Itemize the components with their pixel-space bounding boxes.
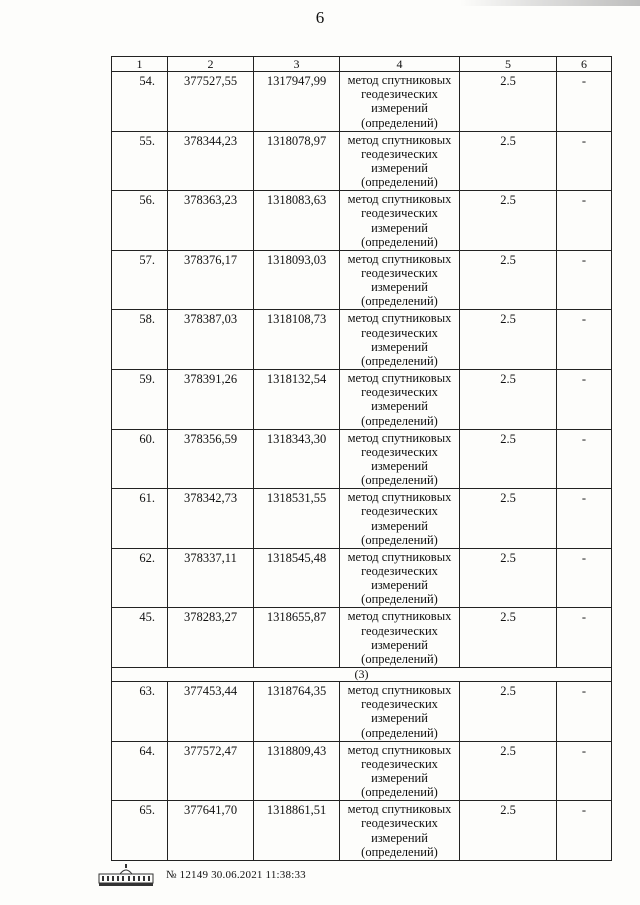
- method-line: геодезических: [361, 563, 438, 578]
- method-line: измерений: [371, 458, 428, 473]
- method-cell: [340, 191, 460, 251]
- method-line: метод спутниковых: [347, 802, 452, 817]
- method-line: геодезических: [361, 325, 438, 340]
- accuracy-cell: 2.5: [460, 310, 557, 370]
- column-header: 3: [254, 57, 340, 72]
- note-cell: -: [557, 608, 612, 668]
- y-coordinate-cell: 1318078,97: [254, 131, 340, 191]
- point-number-cell: 57.: [112, 250, 168, 310]
- y-coordinate-cell: 1318531,55: [254, 489, 340, 549]
- x-coordinate-cell: 378391,26: [168, 369, 254, 429]
- accuracy-cell: 2.5: [460, 489, 557, 549]
- table-row: [112, 131, 612, 191]
- accuracy-cell: 2.5: [460, 72, 557, 132]
- x-coordinate-cell: 378344,23: [168, 131, 254, 191]
- method-cell: [340, 310, 460, 370]
- x-coordinate-cell: 378363,23: [168, 191, 254, 251]
- note-cell: -: [557, 548, 612, 608]
- x-coordinate-cell: 377527,55: [168, 72, 254, 132]
- point-number-cell: 55.: [112, 131, 168, 191]
- method-line: измерений: [371, 280, 428, 295]
- method-cell: [340, 801, 460, 861]
- method-cell: [340, 250, 460, 310]
- point-number-cell: 59.: [112, 369, 168, 429]
- note-cell: -: [557, 131, 612, 191]
- method-line: метод спутниковых: [347, 192, 452, 207]
- section-row: [112, 667, 612, 681]
- accuracy-cell: 2.5: [460, 681, 557, 741]
- method-line: (определений): [361, 592, 438, 607]
- accuracy-cell: 2.5: [460, 429, 557, 489]
- note-cell: -: [557, 250, 612, 310]
- registry-emblem-icon: [98, 863, 154, 887]
- method-line: геодезических: [361, 206, 438, 221]
- method-cell: [340, 489, 460, 549]
- x-coordinate-cell: 378342,73: [168, 489, 254, 549]
- method-line: (определений): [361, 413, 438, 428]
- note-cell: -: [557, 191, 612, 251]
- method-line: метод спутниковых: [347, 682, 452, 697]
- accuracy-cell: 2.5: [460, 131, 557, 191]
- method-line: (определений): [361, 785, 438, 800]
- method-line: измерений: [371, 637, 428, 652]
- method-cell: [340, 548, 460, 608]
- note-cell: -: [557, 72, 612, 132]
- column-header: 4: [340, 57, 460, 72]
- method-line: геодезических: [361, 816, 438, 831]
- table-row: [112, 72, 612, 132]
- method-cell: [340, 608, 460, 668]
- section-label-cell: (3): [112, 667, 612, 681]
- page-number: 6: [315, 8, 325, 27]
- table-row: [112, 548, 612, 608]
- accuracy-cell: 2.5: [460, 608, 557, 668]
- table-row: [112, 310, 612, 370]
- method-line: (определений): [361, 353, 438, 368]
- point-number-cell: 58.: [112, 310, 168, 370]
- x-coordinate-cell: 378376,17: [168, 250, 254, 310]
- table-row: [112, 801, 612, 861]
- accuracy-cell: 2.5: [460, 369, 557, 429]
- table-row: [112, 369, 612, 429]
- method-line: измерений: [371, 518, 428, 533]
- method-line: измерений: [371, 161, 428, 175]
- method-line: геодезических: [361, 444, 438, 459]
- method-line: метод спутниковых: [347, 132, 452, 147]
- y-coordinate-cell: 1318545,48: [254, 548, 340, 608]
- method-cell: [340, 72, 460, 132]
- accuracy-cell: 2.5: [460, 741, 557, 801]
- method-line: измерений: [371, 578, 428, 593]
- method-line: измерений: [371, 830, 428, 845]
- accuracy-cell: 2.5: [460, 191, 557, 251]
- point-number-cell: 45.: [112, 608, 168, 668]
- y-coordinate-cell: 1318809,43: [254, 741, 340, 801]
- column-header: 2: [168, 57, 254, 72]
- x-coordinate-cell: 377641,70: [168, 801, 254, 861]
- method-line: геодезических: [361, 697, 438, 712]
- method-line: измерений: [371, 101, 428, 116]
- method-line: (определений): [361, 473, 438, 488]
- method-line: метод спутниковых: [347, 609, 452, 624]
- note-cell: -: [557, 801, 612, 861]
- method-line: (определений): [361, 532, 438, 547]
- note-cell: -: [557, 310, 612, 370]
- table-row: [112, 681, 612, 741]
- method-cell: [340, 131, 460, 191]
- method-line: измерений: [371, 399, 428, 414]
- method-line: метод спутниковых: [347, 549, 452, 564]
- scan-edge-mark: [460, 0, 640, 6]
- y-coordinate-cell: 1318343,30: [254, 429, 340, 489]
- note-cell: -: [557, 369, 612, 429]
- method-line: измерений: [371, 339, 428, 354]
- x-coordinate-cell: 378387,03: [168, 310, 254, 370]
- y-coordinate-cell: 1317947,99: [254, 72, 340, 132]
- y-coordinate-cell: 1318861,51: [254, 801, 340, 861]
- y-coordinate-cell: 1318083,63: [254, 191, 340, 251]
- y-coordinate-cell: 1318093,03: [254, 250, 340, 310]
- note-cell: -: [557, 429, 612, 489]
- point-number-cell: 56.: [112, 191, 168, 251]
- x-coordinate-cell: 378337,11: [168, 548, 254, 608]
- point-number-cell: 62.: [112, 548, 168, 608]
- column-header: 1: [112, 57, 168, 72]
- note-cell: -: [557, 681, 612, 741]
- method-line: (определений): [361, 294, 438, 309]
- column-header: 6: [557, 57, 612, 72]
- method-line: измерений: [371, 220, 428, 235]
- table-row: [112, 429, 612, 489]
- method-line: геодезических: [361, 146, 438, 161]
- accuracy-cell: 2.5: [460, 548, 557, 608]
- point-number-cell: 54.: [112, 72, 168, 132]
- method-line: геодезических: [361, 87, 438, 102]
- y-coordinate-cell: 1318132,54: [254, 369, 340, 429]
- accuracy-cell: 2.5: [460, 801, 557, 861]
- point-number-cell: 63.: [112, 681, 168, 741]
- method-line: (определений): [361, 115, 438, 130]
- column-header: 5: [460, 57, 557, 72]
- method-cell: [340, 429, 460, 489]
- table-header-row: [112, 57, 612, 72]
- x-coordinate-cell: 377453,44: [168, 681, 254, 741]
- method-line: (определений): [361, 651, 438, 666]
- accuracy-cell: 2.5: [460, 250, 557, 310]
- registration-stamp-text: № 12149 30.06.2021 11:38:33: [166, 869, 306, 881]
- x-coordinate-cell: 378356,59: [168, 429, 254, 489]
- method-line: метод спутниковых: [347, 251, 452, 266]
- method-cell: [340, 681, 460, 741]
- x-coordinate-cell: 378283,27: [168, 608, 254, 668]
- table-row: [112, 250, 612, 310]
- note-cell: -: [557, 489, 612, 549]
- method-line: (определений): [361, 234, 438, 249]
- table-row: [112, 608, 612, 668]
- method-line: метод спутниковых: [347, 430, 452, 445]
- point-number-cell: 64.: [112, 741, 168, 801]
- method-line: (определений): [361, 175, 438, 190]
- registration-footer: [98, 862, 358, 888]
- y-coordinate-cell: 1318764,35: [254, 681, 340, 741]
- method-line: геодезических: [361, 623, 438, 638]
- coordinates-table: [111, 56, 612, 861]
- table-row: [112, 489, 612, 549]
- method-line: (определений): [361, 725, 438, 740]
- y-coordinate-cell: 1318655,87: [254, 608, 340, 668]
- note-cell: -: [557, 741, 612, 801]
- method-line: геодезических: [361, 756, 438, 771]
- method-line: метод спутниковых: [347, 73, 452, 87]
- method-cell: [340, 741, 460, 801]
- method-line: геодезических: [361, 504, 438, 519]
- method-line: геодезических: [361, 385, 438, 400]
- point-number-cell: 60.: [112, 429, 168, 489]
- method-line: метод спутниковых: [347, 370, 452, 385]
- method-line: геодезических: [361, 265, 438, 280]
- method-cell: [340, 369, 460, 429]
- table-row: [112, 741, 612, 801]
- y-coordinate-cell: 1318108,73: [254, 310, 340, 370]
- method-line: метод спутниковых: [347, 311, 452, 326]
- method-line: измерений: [371, 770, 428, 785]
- x-coordinate-cell: 377572,47: [168, 741, 254, 801]
- point-number-cell: 61.: [112, 489, 168, 549]
- point-number-cell: 65.: [112, 801, 168, 861]
- method-line: метод спутниковых: [347, 742, 452, 757]
- method-line: метод спутниковых: [347, 490, 452, 505]
- method-line: (определений): [361, 844, 438, 859]
- table-row: [112, 191, 612, 251]
- method-line: измерений: [371, 711, 428, 726]
